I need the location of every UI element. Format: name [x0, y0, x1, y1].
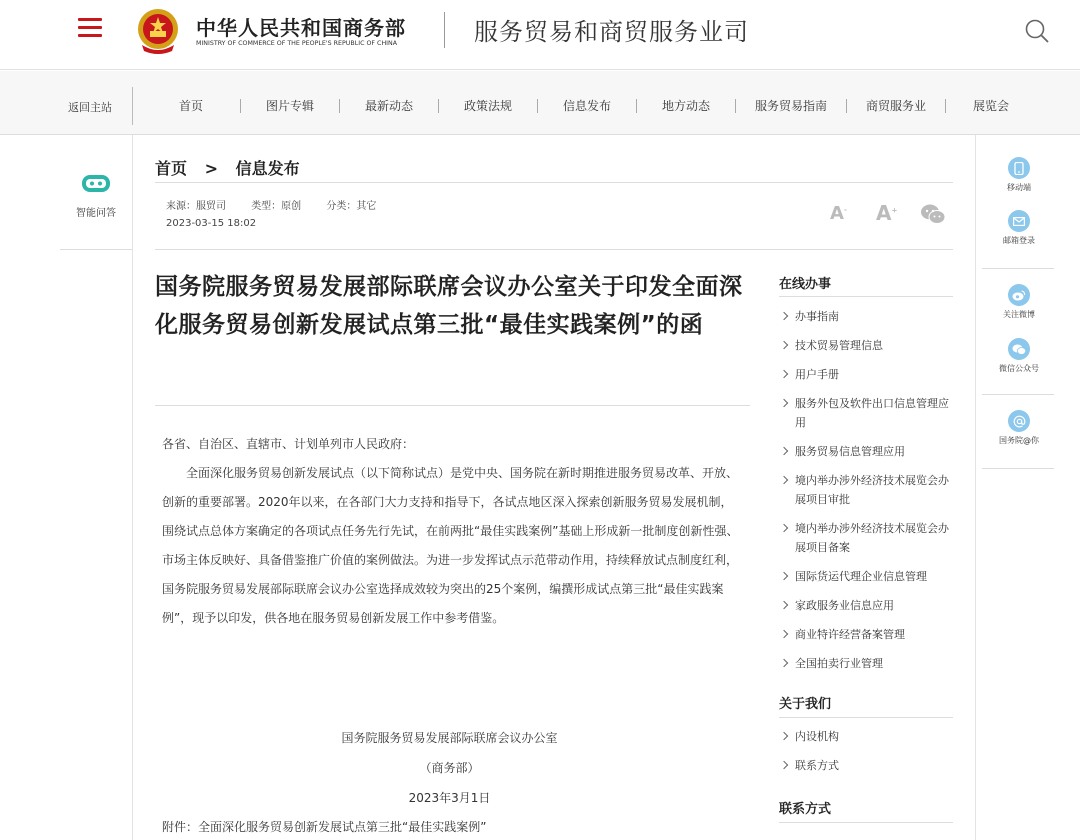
sidebar-about-list	[781, 727, 953, 785]
mail-login-link[interactable]: 邮箱登录	[990, 210, 1048, 246]
nav-item-photos[interactable]: 图片专辑	[265, 99, 314, 113]
mobile-icon	[1008, 157, 1030, 179]
sidebar-item[interactable]: 技术贸易管理信息	[781, 336, 953, 355]
sidebar-item[interactable]: 内设机构	[781, 727, 953, 746]
sidebar-online-list	[781, 307, 953, 683]
font-larger-button[interactable]: A+	[876, 201, 898, 225]
mobile-link[interactable]: 移动端	[990, 157, 1048, 193]
header-divider	[444, 12, 445, 48]
sidebar-item[interactable]: 用户手册	[781, 365, 953, 384]
sidebar-item[interactable]: 国际货运代理企业信息管理	[781, 567, 953, 586]
meta-date: 2023-03-15 18:02	[166, 218, 257, 229]
sidebar-item[interactable]: 联系方式	[781, 756, 953, 775]
breadcrumb-arrow: >	[204, 159, 218, 178]
ministry-name-cn[interactable]: 中华人民共和国商务部	[196, 16, 406, 40]
search-icon[interactable]	[1024, 18, 1050, 44]
at-icon	[1008, 410, 1030, 432]
sign-office: 国务院服务贸易发展部际联席会议办公室	[341, 731, 558, 745]
sign-ministry: （商务部）	[419, 761, 480, 775]
nav-item-commerce-service[interactable]: 商贸服务业	[865, 99, 926, 113]
font-smaller-button[interactable]: A-	[830, 203, 847, 224]
department-title: 服务贸易和商贸服务业司	[474, 18, 749, 46]
smart-qa-label: 智能问答	[76, 208, 116, 219]
sidebar-item[interactable]: 全国拍卖行业管理	[781, 654, 953, 673]
article-greeting: 各省、自治区、直辖市、计划单列市人民政府：	[162, 437, 415, 451]
article-paragraph: 全面深化服务贸易创新发展试点（以下简称试点）是党中央、国务院在新时期推进服务贸易改革、开放、创新的重要部署。2020年以来，在各部门大力支持和指导下，各试点地区深入探索创新服务贸易发展机制，围绕试点总体方案确定的各项试点任务先行先试，在前两批“最佳实践案例”基础上形成新一批制度创新性强、市场主体反映好、具备借鉴推广价值的案例做法。为进一步发挥试点示范带动作用，持续释放试点制度红利，国务院服务贸易发展部际联席会议办公室选择成效较为突出的25个案例，编撰形成试点第三批“最佳实践案例”，现予以印发，供各地在服务贸易创新发展工作中参考借鉴。	[162, 466, 739, 625]
meta-category: 分类：其它	[326, 201, 377, 212]
main-nav	[0, 71, 1080, 135]
robot-icon[interactable]	[80, 172, 112, 194]
sidebar-online-title: 在线办事	[779, 277, 832, 292]
sidebar-item[interactable]: 服务贸易信息管理应用	[781, 442, 953, 461]
weibo-link[interactable]: 关注微博	[990, 284, 1048, 320]
meta-source: 来源：服贸司	[166, 201, 226, 212]
sidebar-contact-title: 联系方式	[779, 802, 832, 817]
sidebar-item[interactable]: 境内举办涉外经济技术展览会办展项目审批	[781, 471, 953, 509]
nav-item-guide[interactable]: 服务贸易指南	[754, 99, 827, 113]
smart-qa-widget[interactable]	[60, 150, 132, 250]
national-emblem-icon	[136, 7, 180, 55]
nav-item-local[interactable]: 地方动态	[661, 99, 710, 113]
breadcrumb-current[interactable]: 信息发布	[235, 159, 300, 178]
ministry-name-en: MINISTRY OF COMMERCE OF THE PEOPLE'S REPUBLIC OF CHINA	[196, 40, 398, 47]
wechat-link[interactable]: 微信公众号	[990, 338, 1048, 374]
sidebar-about-title: 关于我们	[779, 697, 832, 712]
wechat-share-icon[interactable]	[920, 203, 946, 225]
nav-item-expo[interactable]: 展览会	[972, 99, 1009, 113]
nav-divider	[132, 87, 133, 125]
breadcrumb-home[interactable]: 首页	[155, 159, 188, 178]
attachment-link[interactable]: 附件：全面深化服务贸易创新发展试点第三批“最佳实践案例”	[162, 820, 487, 834]
site-header	[0, 0, 1080, 70]
state-council-at-you-link[interactable]: 国务院@你	[990, 410, 1048, 446]
mail-icon	[1008, 210, 1030, 232]
nav-item-policy[interactable]: 政策法规	[463, 99, 512, 113]
nav-back-home[interactable]: 返回主站	[68, 101, 112, 114]
wechat-icon	[1008, 338, 1030, 360]
article-body	[162, 430, 744, 633]
breadcrumb	[155, 156, 300, 179]
sidebar-item[interactable]: 商业特许经营备案管理	[781, 625, 953, 644]
meta-type: 类型：原创	[251, 201, 302, 212]
nav-item-home[interactable]: 首页	[178, 99, 203, 113]
menu-icon[interactable]	[78, 18, 102, 40]
nav-item-info[interactable]: 信息发布	[562, 99, 611, 113]
sign-date: 2023年3月1日	[408, 791, 491, 805]
nav-items	[142, 97, 1062, 114]
article-meta	[166, 197, 398, 212]
article-title: 国务院服务贸易发展部际联席会议办公室关于印发全面深化服务贸易创新发展试点第三批“最佳实践案例”的函	[155, 274, 743, 338]
weibo-icon	[1008, 284, 1030, 306]
sidebar-item[interactable]: 境内举办涉外经济技术展览会办展项目备案	[781, 519, 953, 557]
nav-item-news[interactable]: 最新动态	[364, 99, 413, 113]
sidebar-item[interactable]: 办事指南	[781, 307, 953, 326]
sidebar-item[interactable]: 家政服务业信息应用	[781, 596, 953, 615]
sidebar-item[interactable]: 服务外包及软件出口信息管理应用	[781, 394, 953, 432]
